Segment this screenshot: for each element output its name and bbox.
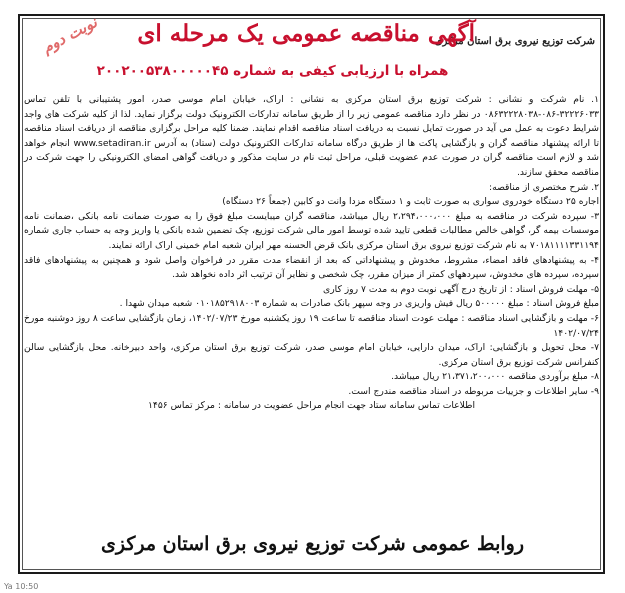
- clause-opening-deadline: ۶- مهلت و بازگشایی اسناد مناقصه : مهلت عودت اسناد مناقصه تا ساعت ۱۹ روز یکشنبه مورخ ۱۴۰۲/۰۷/۲۳، زمان بازگشایی ساعت ۸ روز دوشنبه مورخ ۱۴۰۲/۰۷/۲۴: [24, 312, 600, 339]
- clause-estimate: ۸- مبلغ برآوردی مناقصه ۲۱،۳۷۱،۲۰۰،۰۰۰ ریال میباشد.: [391, 371, 599, 383]
- clause-description: اجاره ۲۵ دستگاه خودروی سواری به صورت ثابت و ۱ دستگاه مزدا وانت دو کابین (جمعاً ۲۶ دستگاه): [222, 196, 599, 208]
- ad-body: [24, 93, 599, 414]
- company-logo: [434, 20, 599, 62]
- clause-sale-price: مبلغ فروش اسناد : مبلغ ۵۰۰۰۰۰ ریال فیش واریزی در وجه سپهر بانک صادرات به شماره ۰۱۰۱۸۵۲۹۱۸۰۰۳ شعبه میدان شهدا .: [119, 298, 599, 310]
- ad-footer-signature: روابط عمومی شرکت توزیع نیروی برق استان مرکزی: [101, 533, 524, 555]
- clause-rejections: ۴- به پیشنهادهای فاقد امضاء، مشروط، مخدوش و پیشنهاداتی که بعد از انقضاء مدت مقرر در فراخوان واصل شود و همچنین به پیشنهادهای فاقد سپرده، سپرده های مخدوش، سپردههای کمتر از میزان مقرر، چک شخصی و نظایر آن ترتیب اثر داده نخواهد شد.: [24, 254, 599, 281]
- clause-sale-deadline: ۵- مهلت فروش اسناد : از تاریخ درج آگهی نوبت دوم به مدت ۷ روز کاری: [323, 283, 599, 295]
- clause-description-heading: ۲. شرح مختصری از مناقصه:: [489, 181, 599, 193]
- ad-subtitle: همراه با ارزیابی کیفی به شماره ۲۰۰۲۰۰۵۳۸۰۰۰۰۰۴۵: [96, 63, 449, 79]
- ad-title: آگهی مناقصه عمومی یک مرحله ای: [137, 20, 475, 47]
- clause-company-info: ۱. نام شرکت و نشانی : شرکت توزیع برق استان مرکزی به نشانی : اراک، خیابان امام موسی صدر، امور پشتیبانی با تلفن تماس ۳۲۲۲۶۰۳۳-۰۸۶-۰۸۶۳۲۲۲۸۰۳۸ در نظر دارد مناقصه عمومی زیر را از طریق سامانه تدارکات الکترونیک دولت برگزار نماید. لذا از کلیه شرکت های واجد شرایط دعوت به عمل می آید در صورت تمایل نسبت به دریافت اسناد مناقصه اقدام نمایند. ضمنا کلیه مراحل برگزاری مناقصه از دریافت اسناد مناقصه تا ارائه پیشنهاد مناقصه گران و بازگشایی پاکت ها از طریق درگاه سامانه تدارکات الکترونیک دولت (ستاد) به آدرس www.setadiran.ir انجام خواهد شد و لازم است مناقصه گران در صورت عدم عضویت قبلی، مراحل ثبت نام در سایت مذکور و دریافت گواهی امضای الکترونیکی را جهت شرکت در مناقصه محقق سازند.: [24, 94, 600, 178]
- logo-text: شرکت توزیع نیروی برق استان مرکزی: [434, 35, 595, 47]
- clause-contact: اطلاعات تماس سامانه ستاد جهت انجام مراحل عضویت در سامانه : مرکز تماس ۱۴۵۶: [148, 400, 475, 412]
- clause-deposit: ۳- سپرده شرکت در مناقصه به مبلغ ۲،۲۹۴،۰۰۰،۰۰۰ ریال میباشد، مناقصه گران میبایست مبلغ فوق را به صورت ضمانت نامه بانکی ،ضمانت نامه موسسات بیمه گر، گواهی خالص مطالبات قطعی تایید شده توسط امور مالی شرکت توزیع، چک تضمین شده بانکی یا واریز وجه به حساب جاری شماره ۷۰۱۸۱۱۱۱۳۳۱۱۹۴ به نام شرکت توزیع نیروی برق استان مرکزی بانک قرض الحسنه مهر ایران شعبه امام خمینی اراک ارائه نمایند.: [24, 210, 599, 251]
- clause-other-info: ۹- سایر اطلاعات و جزییات مربوطه در اسناد مناقصه مندرج است.: [348, 385, 599, 397]
- second-publication-stamp: نوبت دوم: [39, 13, 101, 57]
- clause-delivery-place: ۷- محل تحویل و بازگشایی: اراک، میدان دارایی، خیابان امام موسی صدر، شرکت توزیع برق استان مرکزی، واحد دبیرخانه. محل بازگشایی سالن کنفرانس شرکت توزیع برق استان مرکزی.: [24, 342, 599, 368]
- corner-timestamp: Ya 10:50: [0, 582, 64, 593]
